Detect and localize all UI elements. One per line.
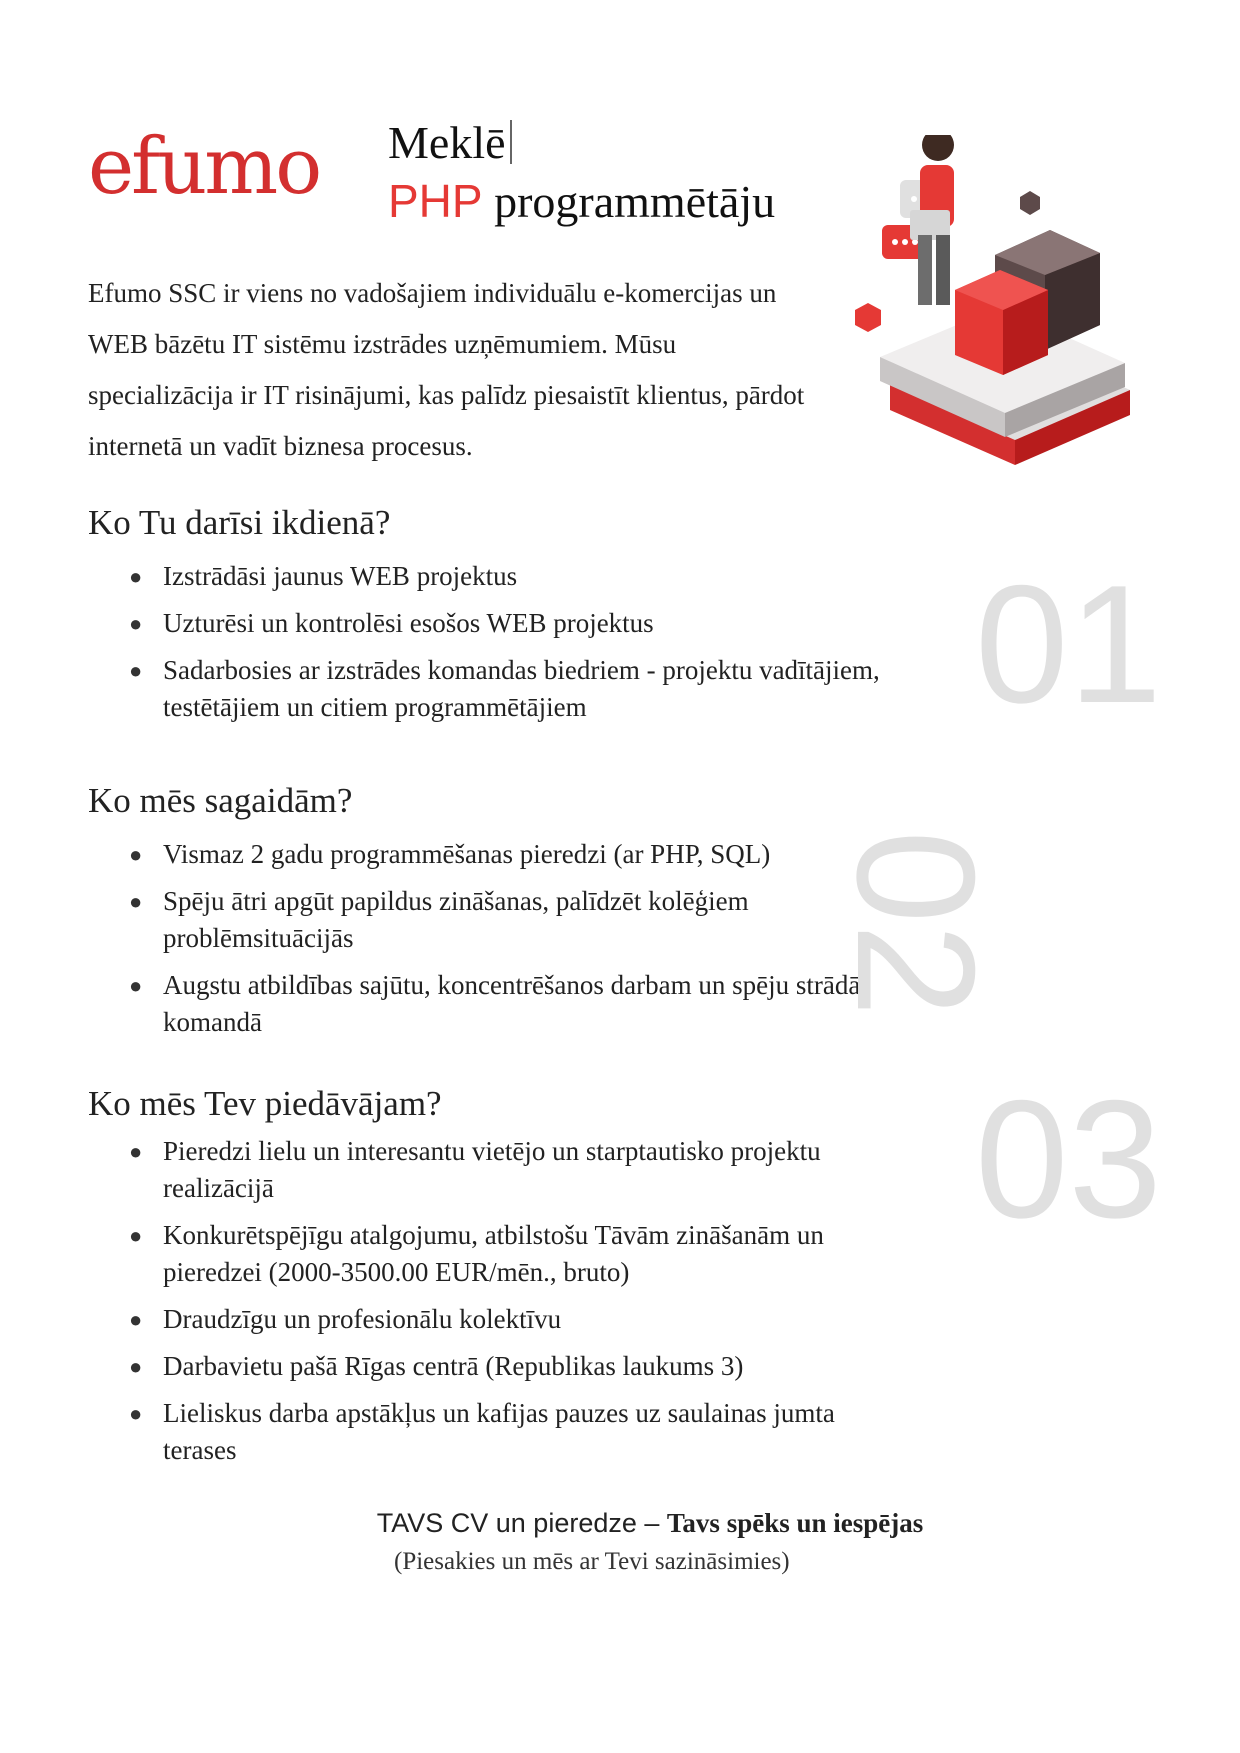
headline-php: PHP [388, 175, 483, 227]
cta-bold-text: Tavs spēks un iespējas [666, 1508, 924, 1538]
list-item: ● Augstu atbildības sajūtu, koncentrēšanos darbam un spēju strādāt komandā [88, 967, 898, 1041]
headline-search-word: Meklē [388, 117, 506, 168]
list-item: ● Vismaz 2 gadu programmēšanas pieredzi (ar PHP, SQL) [88, 836, 898, 873]
intro-paragraph: Efumo SSC ir viens no vadošajiem individuālu e-komercijas un WEB bāzētu IT sistēmu izstrādes uzņēmumiem. Mūsu specializācija ir IT risinājumi, kas palīdz piesaistīt klientus, pārdot internetā un vadīt biznesa procesus. [88, 278, 805, 461]
list-item: ● Draudzīgu un profesionālu kolektīvu [88, 1301, 898, 1338]
offer-list [88, 1133, 898, 1479]
cta-subtext: (Piesakies un mēs ar Tevi sazināsimies) [394, 1548, 790, 1575]
bullet-icon: ● [129, 1354, 143, 1379]
list-item: ● Izstrādāsi jaunus WEB projektus [88, 558, 898, 595]
section-number-03: 03 [975, 1065, 1162, 1253]
list-item: ● Sadarbosies ar izstrādes komandas biedriem - projektu vadītājiem, testētājiem un citiem programmētājiem [88, 652, 898, 726]
headline-role: programmētāju [482, 176, 776, 227]
isometric-developer-on-books-icon [820, 135, 1190, 505]
list-item: ● Lieliskus darba apstākļus un kafijas pauzes uz saulainas jumta terases [88, 1395, 898, 1469]
cta-text: TAVS CV un pieredze – [376, 1508, 667, 1538]
section-title-daily: Ko Tu darīsi ikdienā? [88, 503, 391, 542]
list-item: ● Konkurētspējīgu atalgojumu, atbilstošu Tāvām zināšanām un pieredzei (2000-3500.00 EUR/mēn., bruto) [88, 1217, 898, 1291]
bullet-icon: ● [129, 889, 143, 914]
list-item: ● Uzturēsi un kontrolēsi esošos WEB projektus [88, 605, 898, 642]
section-number-02: 02 [822, 830, 1010, 1017]
bullet-icon: ● [129, 564, 143, 589]
bullet-icon: ● [129, 1223, 143, 1248]
bullet-icon: ● [129, 1139, 143, 1164]
section-number-01: 01 [975, 550, 1162, 738]
headline-line1 [388, 117, 512, 168]
headline-line2 [388, 175, 776, 227]
list-item: ● Pieredzi lielu un interesantu vietējo un starptautisko projektu realizācijā [88, 1133, 898, 1207]
daily-tasks-list [88, 558, 898, 736]
efumo-logo: efumo [88, 122, 320, 212]
bullet-icon: ● [129, 973, 143, 998]
bullet-icon: ● [129, 842, 143, 867]
expectations-list [88, 836, 898, 1051]
text-cursor-icon [510, 120, 512, 164]
bullet-icon: ● [129, 1401, 143, 1426]
list-item: ● Darbavietu pašā Rīgas centrā (Republikas laukums 3) [88, 1348, 898, 1385]
section-title-expectations: Ko mēs sagaidām? [88, 781, 353, 820]
bullet-icon: ● [129, 611, 143, 636]
call-to-action [300, 1508, 1000, 1539]
list-item: ● Spēju ātri apgūt papildus zināšanas, palīdzēt kolēģiem problēmsituācijās [88, 883, 898, 957]
bullet-icon: ● [129, 1307, 143, 1332]
section-title-offer: Ko mēs Tev piedāvājam? [88, 1084, 442, 1123]
bullet-icon: ● [129, 658, 143, 683]
